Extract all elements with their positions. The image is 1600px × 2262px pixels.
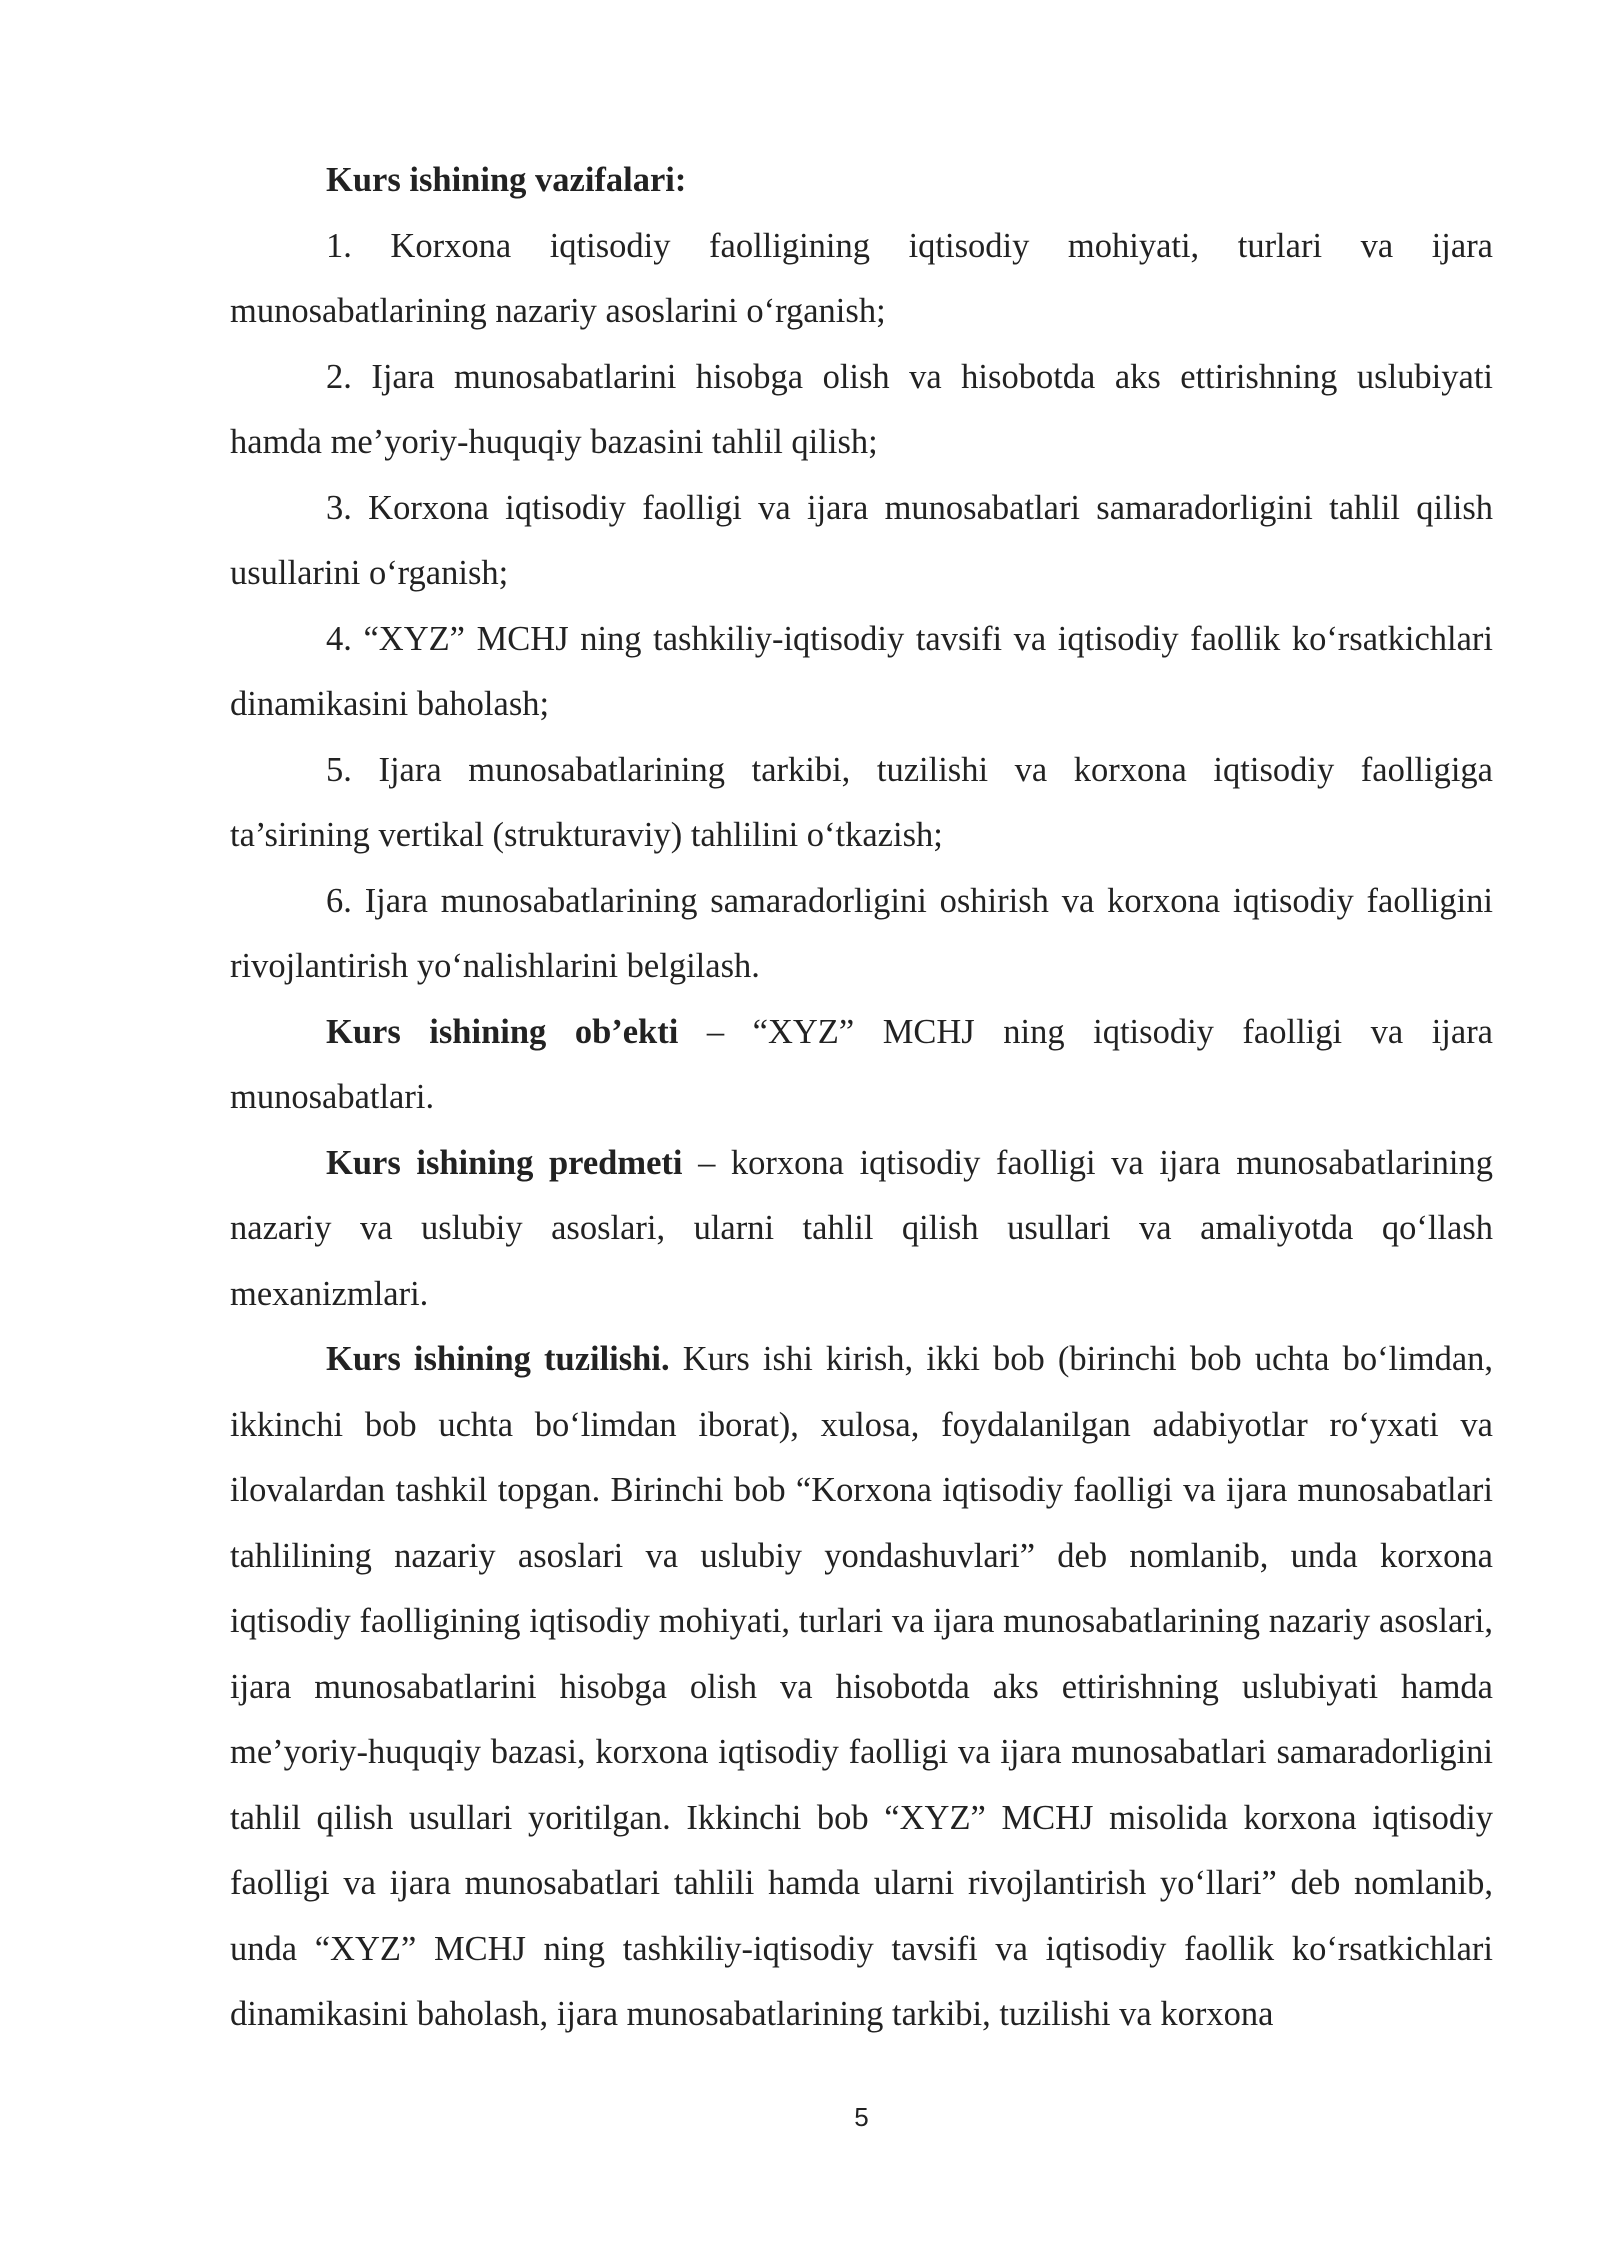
task-item-5: 5. Ijara munosabatlarining tarkibi, tuzilishi va korxona iqtisodiy faolligiga ta’sirining vertikal (strukturaviy) tahlilini o‘tkazish; [230,750,1493,854]
object-paragraph [230,1000,1493,1131]
object-label: Kurs ishining ob’ekti [326,1012,679,1051]
subject-text: – korxona iqtisodiy faolligi va ijara munosabatlarining nazariy va uslubiy asoslari, ularni tahlil qilish usullari va amaliyotda qo‘llash mexanizmlari. [230,1143,1493,1313]
tasks-heading: Kurs ishining vazifalari: [326,161,687,199]
page-body [230,148,1493,2048]
structure-label: Kurs ishining tuzilishi. [326,1340,670,1378]
task-item-3: 3. Korxona iqtisodiy faolligi va ijara munosabatlari samaradorligini tahlil qilish usullarini o‘rganish; [230,488,1493,592]
structure-text: Kurs ishi kirish, ikki bob (birinchi bob uchta bo‘limdan, ikkinchi bob uchta bo‘limdan iborat), xulosa, foydalanilgan adabiyotlar ro‘yxati va ilovalardan tashkil topgan. Birinchi bob “Korxona iqtisodiy faolligi va ijara munosabatlari tahlilining nazariy asoslari va uslubiy yondashuvlari” deb nomlanib, unda korxona iqtisodiy faolligining iqtisodiy mohiyati, turlari va ijara munosabatlarining nazariy asoslari, ijara munosabatlarini hisobga olish va hisobotda aks ettirishning uslubiyati hamda me’yoriy-huquqiy bazasi, korxona iqtisodiy faolligi va ijara munosabatlari samaradorligini tahlil qilish usullari yoritilgan. Ikkinchi bob “XYZ” MCHJ misolida korxona iqtisodiy faolligi va ijara munosabatlari tahlili hamda ularni rivojlantirish yo‘llari” deb nomlanib, unda “XYZ” MCHJ ning tashkiliy-iqtisodiy tavsifi va iqtisodiy faollik ko‘rsatkichlari dinamikasini baholash, ijara munosabatlarining tarkibi, tuzilishi va korxona [230,1340,1494,2033]
subject-paragraph [230,1131,1493,1328]
object-text: – “XYZ” MCHJ ning iqtisodiy faolligi va ijara munosabatlari. [230,1012,1493,1116]
page-number: 5 [854,2102,869,2132]
task-item-2: 2. Ijara munosabatlarini hisobga olish va hisobotda aks ettirishning uslubiyati hamda me’yoriy-huquqiy bazasini tahlil qilish; [230,357,1493,461]
structure-paragraph [230,1327,1493,2048]
subject-label: Kurs ishining predmeti [326,1143,683,1182]
task-item-4: 4. “XYZ” MCHJ ning tashkiliy-iqtisodiy tavsifi va iqtisodiy faollik ko‘rsatkichlari dinamikasini baholash; [230,619,1493,723]
task-item-6: 6. Ijara munosabatlarining samaradorligini oshirish va korxona iqtisodiy faolligini rivojlantirish yo‘nalishlarini belgilash. [230,881,1493,985]
task-item-1: 1. Korxona iqtisodiy faolligining iqtisodiy mohiyati, turlari va ijara munosabatlarining nazariy asoslarini o‘rganish; [230,226,1493,330]
